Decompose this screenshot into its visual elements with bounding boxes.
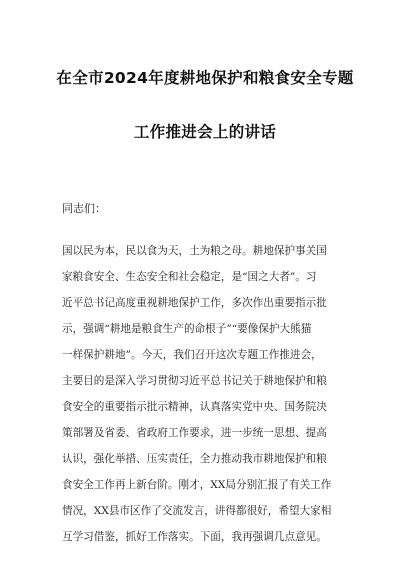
body-line: 食安全工作再上新台阶。刚才，XX局分别汇报了有关工作	[62, 479, 332, 491]
body-line: 国以民为本，民以食为天，土为粮之母。耕地保护事关国	[62, 245, 327, 257]
body-line: 家粮食安全、生态安全和社会稳定，是“国之大者”。习	[62, 271, 317, 283]
body-line: 情况，XX县市区作了交流发言，讲得都很好，希望大家相	[62, 505, 332, 517]
body-line: 一样保护耕地”。今天，我们召开这次专题工作推进会，	[62, 349, 322, 361]
document-title-line-2: 工作推进会上的讲话	[133, 123, 277, 141]
body-line: 策部署及省委、省政府工作要求，进一步统一思想、提高	[62, 427, 327, 439]
body-line: 近平总书记高度重视耕地保护工作，多次作出重要指示批	[62, 297, 327, 309]
body-line: 认识，强化举措、压实责任，全力推动我市耕地保护和粮	[62, 453, 327, 465]
body-line: 互学习借鉴，抓好工作落实。下面，我再强调几点意见。	[62, 531, 327, 543]
body-line: 主要目的是深入学习贯彻习近平总书记关于耕地保护和粮	[62, 375, 327, 387]
body-line: 示，强调“耕地是粮食生产的命根子”“要像保护大熊猫	[62, 323, 312, 335]
salutation: 同志们：	[62, 202, 106, 215]
speech-body	[62, 238, 354, 550]
body-line: 食安全的重要指示批示精神，认真落实党中央、国务院决	[62, 401, 327, 413]
document-title-line-1: 在全市2024年度耕地保护和粮食安全专题	[56, 69, 354, 87]
